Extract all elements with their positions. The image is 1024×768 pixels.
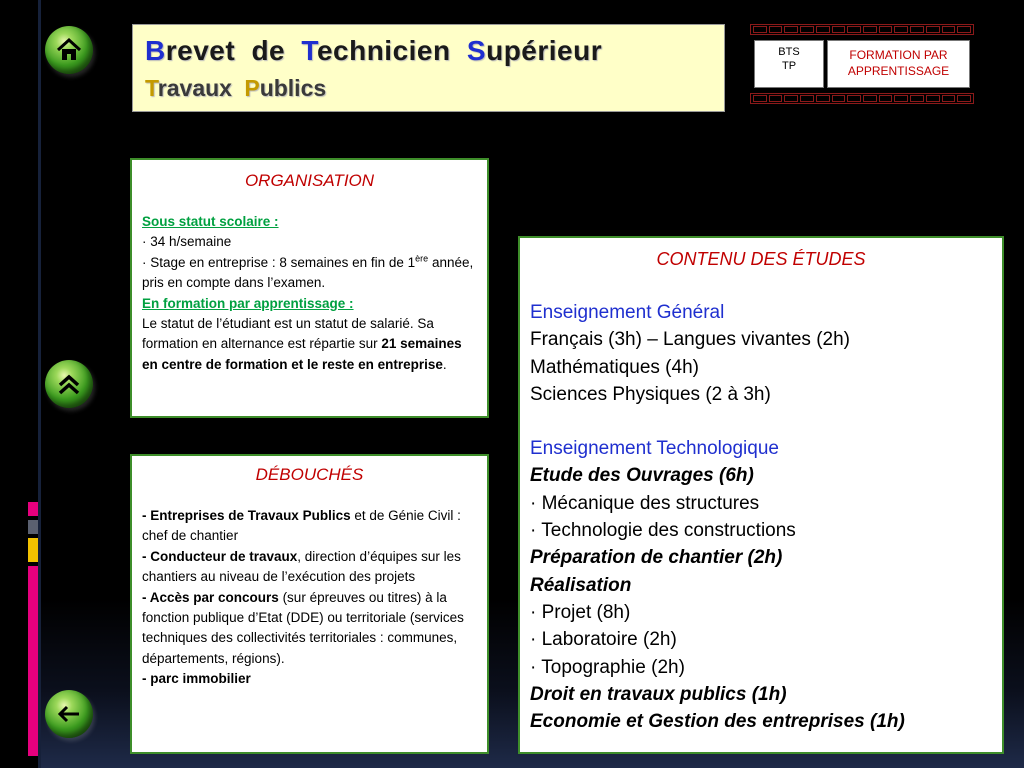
organisation-heading: ORGANISATION bbox=[244, 171, 375, 190]
tech-item: · Mécanique des structures bbox=[530, 492, 760, 514]
scolaire-heading: Sous statut scolaire : bbox=[142, 214, 279, 229]
debouche-item: - Conducteur de travaux, direction d’équipes sur les chantiers au niveau de l’exécution des projets bbox=[142, 548, 461, 585]
org-item2: · Stage en entreprise : 8 semaines en fin de 1ère année, pris en compte dans l’examen. bbox=[142, 253, 474, 291]
tech-item: Etude des Ouvrages (6h) bbox=[530, 465, 754, 487]
org-apprentissage-text: Le statut de l’étudiant est un statut de salarié. Sa formation en alternance est répartie sur 21 semaines en centre de formation et le reste en entreprise. bbox=[142, 316, 462, 372]
tech-item: Economie et Gestion des entreprises (1h) bbox=[530, 711, 905, 733]
formation-badge: FORMATION PAR APPRENTISSAGE bbox=[827, 40, 970, 88]
title-line2: Travaux Publics bbox=[145, 75, 327, 101]
debouche-item: - Accès par concours (sur épreuves ou titres) à la fonction publique d’Etat (DDE) ou territoriale (services techniques des collectivités territoriales : communes, départements, régions). bbox=[142, 589, 464, 666]
tech-item: Réalisation bbox=[530, 574, 632, 596]
home-icon bbox=[54, 35, 84, 65]
up-button[interactable] bbox=[45, 360, 93, 408]
apprentissage-heading: En formation par apprentissage : bbox=[142, 295, 354, 311]
double-chevron-up-icon bbox=[54, 369, 84, 399]
tech-item: · Topographie (2h) bbox=[530, 656, 685, 678]
debouches-heading: DÉBOUCHÉS bbox=[255, 465, 364, 484]
contenu-heading: CONTENU DES ÉTUDES bbox=[656, 249, 866, 269]
general-heading: Enseignement Général bbox=[530, 302, 725, 323]
tech-item: Droit en travaux publics (1h) bbox=[530, 683, 787, 705]
title-box bbox=[132, 24, 725, 112]
home-button[interactable] bbox=[45, 26, 93, 74]
tech-item: · Laboratoire (2h) bbox=[530, 629, 677, 651]
tech-item: Préparation de chantier (2h) bbox=[530, 547, 783, 569]
arrow-left-icon bbox=[54, 699, 84, 729]
organisation-panel bbox=[130, 158, 489, 418]
tech-item: · Technologie des constructions bbox=[530, 520, 796, 542]
tech-heading: Enseignement Technologique bbox=[530, 438, 779, 460]
debouches-panel bbox=[130, 454, 489, 754]
general-item: Français (3h) – Langues vivantes (2h) bbox=[530, 329, 850, 351]
bts-badge: BTS TP bbox=[754, 40, 824, 88]
org-item1: · 34 h/semaine bbox=[142, 234, 232, 250]
debouche-item: - parc immobilier bbox=[142, 671, 251, 687]
general-item: Sciences Physiques (2 à 3h) bbox=[530, 383, 771, 405]
debouche-item: - Entreprises de Travaux Publics et de Génie Civil : chef de chantier bbox=[142, 508, 461, 544]
general-item: Mathématiques (4h) bbox=[530, 356, 699, 378]
tech-item: · Projet (8h) bbox=[530, 601, 631, 623]
contenu-panel bbox=[518, 236, 1004, 754]
title-line1: Brevet de Technicien Supérieur bbox=[145, 35, 603, 66]
back-button[interactable] bbox=[45, 690, 93, 738]
